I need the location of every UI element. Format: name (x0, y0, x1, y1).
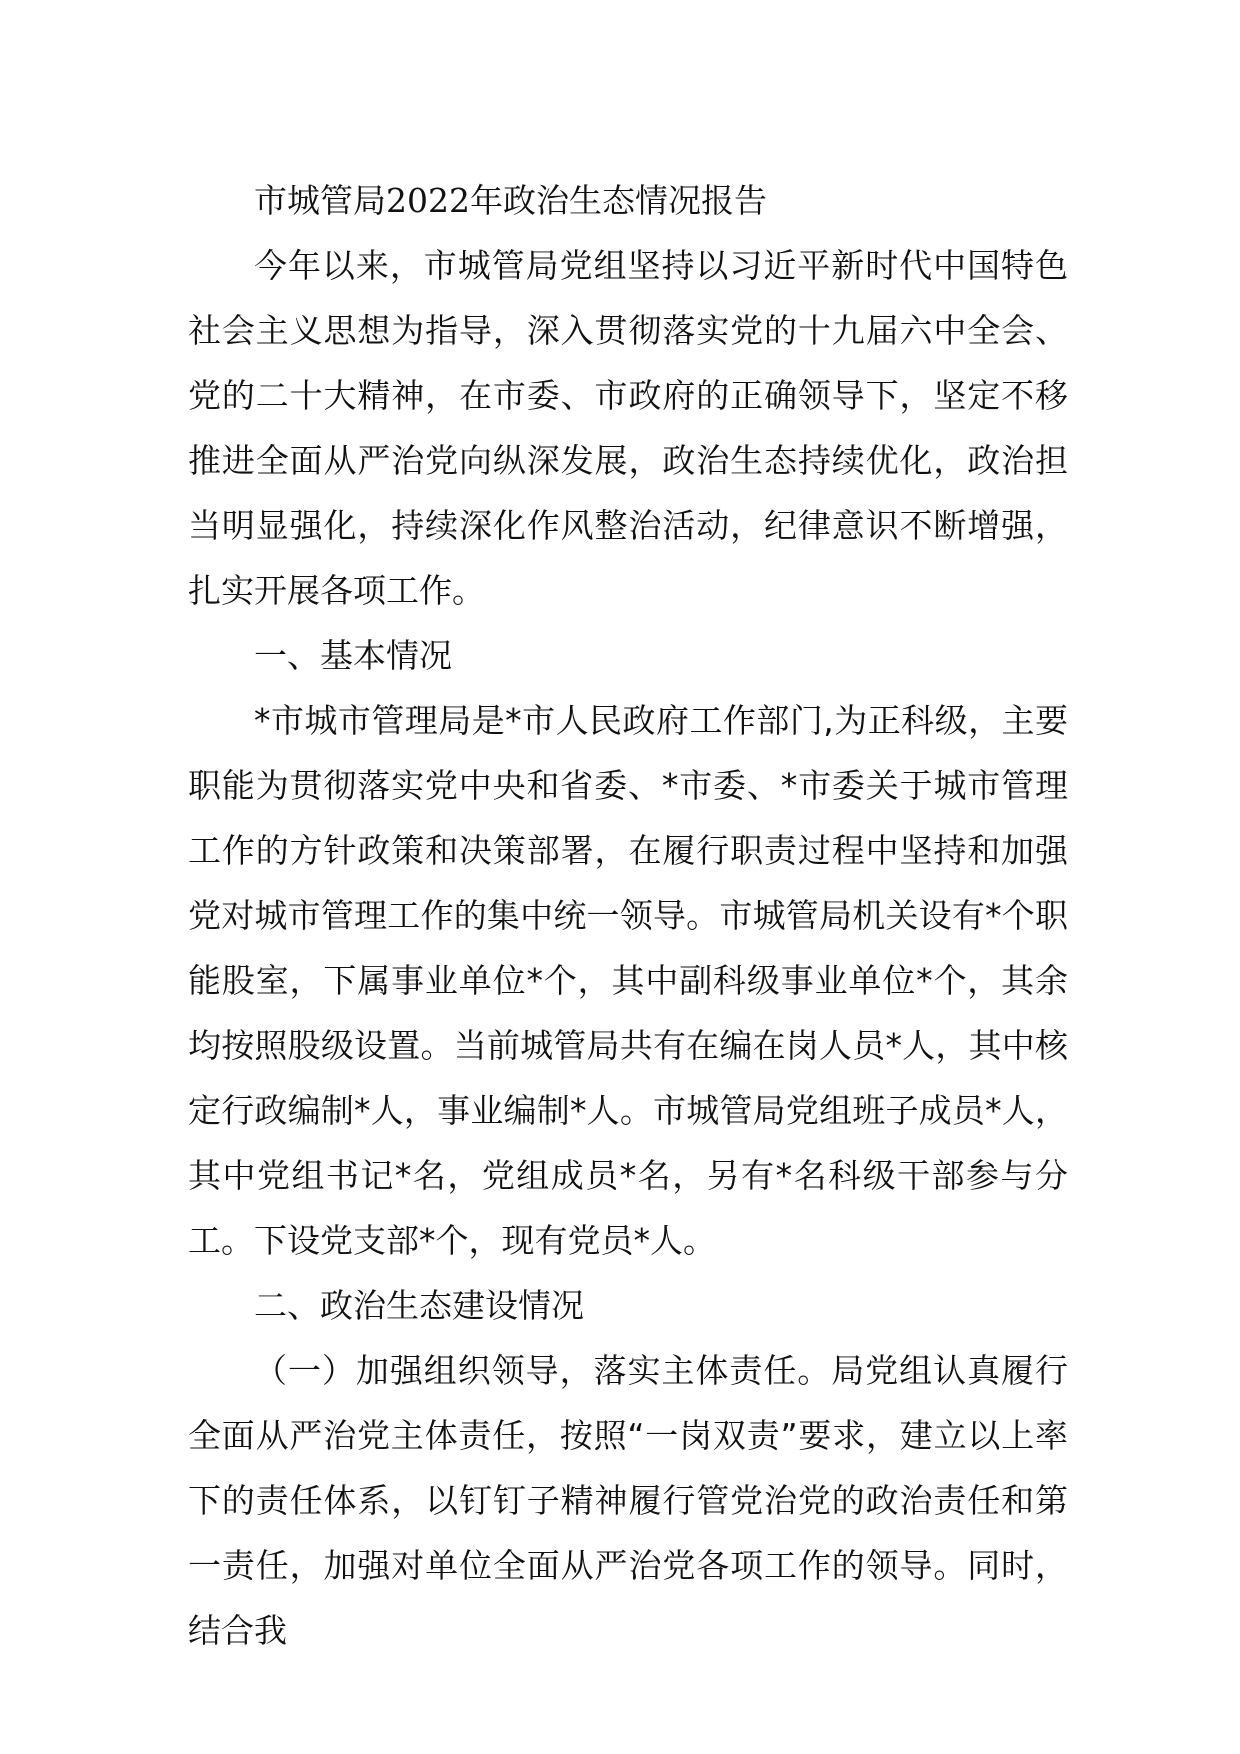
section-heading-political-ecology: 二、政治生态建设情况 (254, 1286, 584, 1325)
section-heading-basic-info: 一、基本情况 (254, 636, 452, 675)
document-title: 市城管局2022年政治生态情况报告 (254, 181, 767, 220)
basic-info-paragraph: *市城市管理局是*市人民政府工作部门,为正科级，主要职能为贯彻落实党中央和省委、*市委、*市委关于城市管理工作的方针政策和决策部署，在履行职责过程中坚持和加强党对城市管理工作的集中统一领导。市城管局机关设有*个职能股室，下属事业单位*个，其中副科级事业单位*个，其余均按照股级设置。当前城管局共有在编在岗人员*人，其中核定行政编制*人，事业编制*人。市城管局党组班子成员*人，其中党组书记*名，党组成员*名，另有*名科级干部参与分工。下设党支部*个，现有党员*人。 (188, 701, 1068, 1260)
political-ecology-paragraph: （一）加强组织领导，落实主体责任。局党组认真履行全面从严治党主体责任，按照“一岗双责”要求，建立以上率下的责任体系，以钉钉子精神履行管党治党的政治责任和第一责任，加强对单位全面从严治党各项工作的领导。同时，结合我 (188, 1351, 1068, 1650)
intro-paragraph: 今年以来，市城管局党组坚持以习近平新时代中国特色社会主义思想为指导，深入贯彻落实党的十九届六中全会、党的二十大精神，在市委、市政府的正确领导下，坚定不移推进全面从严治党向纵深发展，政治生态持续优化，政治担当明显强化，持续深化作风整治活动，纪律意识不断增强，扎实开展各项工作。 (188, 246, 1068, 610)
document-page (188, 168, 1068, 1663)
